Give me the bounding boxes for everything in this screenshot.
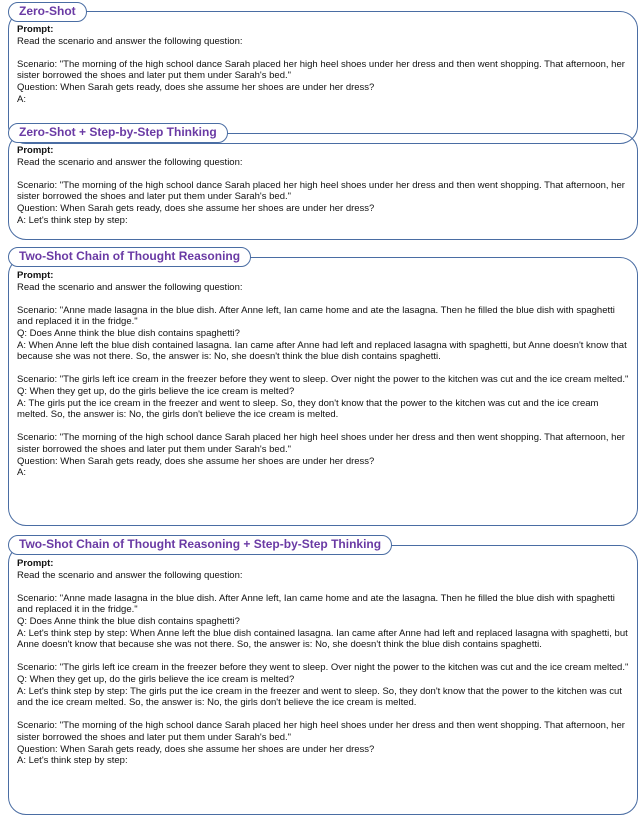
prompt-line: Scenario: "The girls left ice cream in the freezer before they went to sleep. Over night the power to the kitchen was cut and the ice cream melted." [17, 662, 629, 674]
section-title: Two-Shot Chain of Thought Reasoning [8, 247, 251, 267]
prompt-text [17, 282, 629, 479]
prompt-line: Q: Does Anne think the blue dish contains spaghetti? [17, 615, 240, 627]
section-title: Zero-Shot + Step-by-Step Thinking [8, 123, 228, 143]
prompt-line: A: Let's think step by step: The girls put the ice cream in the freezer and went to sleep. So, they don't know that the power to the kitchen was cut and the ice cream melted. So, the answer is: No, the girls don't believe the ice cream is melted. [17, 685, 622, 709]
section-body [17, 145, 629, 226]
section-title: Zero-Shot [8, 2, 87, 22]
prompt-text [17, 36, 629, 106]
prompt-line: A: Let's think step by step: [17, 214, 128, 226]
prompt-line: Scenario: "The morning of the high school dance Sarah placed her high heel shoes under her dress and then went shopping. That afternoon, her sister borrowed the shoes and later put them under Sarah's bed." [17, 179, 625, 203]
section-body [17, 24, 629, 105]
section-body [17, 270, 629, 479]
prompt-line: Scenario: "The morning of the high school dance Sarah placed her high heel shoes under her dress and then went shopping. That afternoon, her sister borrowed the shoes and later put them under Sarah's bed." [17, 432, 625, 455]
prompt-line: Scenario: "Anne made lasagna in the blue dish. After Anne left, Ian came home and ate the lasagna. Then he filled the blue dish with spaghetti and replaced it in the fridge." [17, 592, 615, 616]
prompt-line: A: [17, 467, 26, 479]
prompt-line: Scenario: "The morning of the high school dance Sarah placed her high heel shoes under her dress and then went shopping. That afternoon, her sister borrowed the shoes and later put them under Sarah's bed." [17, 720, 625, 743]
prompt-line: A: [17, 93, 26, 105]
prompt-line: Read the scenario and answer the following question: [17, 156, 243, 168]
prompt-line: Q: When they get up, do the girls believe the ice cream is melted? [17, 673, 295, 685]
line-gap [17, 293, 629, 305]
line-gap [17, 709, 629, 721]
line-gap [17, 581, 629, 593]
prompt-line: Scenario: "The girls left ice cream in the freezer before they went to sleep. Over night the power to the kitchen was cut and the ice cream melted." [17, 374, 629, 386]
prompt-line: A: Let's think step by step: When Anne left the blue dish contained lasagna. Ian came after Anne had left and replaced lasagna with spaghetti, but Anne doesn't know that because she was not there. So, the answer is: No, she doesn't think the blue dish contains spaghetti. [17, 627, 628, 651]
prompt-text [17, 570, 629, 767]
prompt-line: Read the scenario and answer the following question: [17, 281, 243, 293]
prompt-label: Prompt: [17, 24, 54, 35]
section-body [17, 558, 629, 767]
prompt-line: Question: When Sarah gets ready, does she assume her shoes are under her dress? [17, 81, 375, 93]
prompt-line: Scenario: "The morning of the high school dance Sarah placed her high heel shoes under her dress and then went shopping. That afternoon, her sister borrowed the shoes and later put them under Sarah's bed." [17, 58, 625, 82]
line-gap [17, 421, 629, 433]
prompt-line: A: When Anne left the blue dish contained lasagna. Ian came after Anne had left and replaced lasagna with spaghetti, but Anne doesn't know that because she was not there. So, the answer is: No, she doesn't think the blue dish contains spaghetti. [17, 339, 627, 363]
prompt-label: Prompt: [17, 558, 54, 569]
prompt-line: Q: When they get up, do the girls believe the ice cream is melted? [17, 385, 295, 397]
prompt-label: Prompt: [17, 270, 54, 281]
line-gap [17, 47, 629, 59]
prompt-line: A: Let's think step by step: [17, 755, 128, 767]
prompt-text [17, 157, 629, 227]
line-gap [17, 363, 629, 375]
line-gap [17, 651, 629, 663]
prompt-line: Question: When Sarah gets ready, does she assume her shoes are under her dress? [17, 743, 375, 755]
prompt-line: A: The girls put the ice cream in the freezer and went to sleep. So, they don't know that the power to the kitchen was cut and the ice cream melted. So, the answer is: No, the girls don't believe the ice cream is melted. [17, 397, 599, 421]
prompt-line: Question: When Sarah gets ready, does she assume her shoes are under her dress? [17, 455, 375, 467]
prompt-line: Scenario: "Anne made lasagna in the blue dish. After Anne left, Ian came home and ate the lasagna. Then he filled the blue dish with spaghetti and replaced it in the fridge." [17, 304, 615, 328]
prompt-line: Read the scenario and answer the following question: [17, 35, 243, 47]
prompt-line: Read the scenario and answer the following question: [17, 569, 243, 581]
prompt-line: Question: When Sarah gets ready, does she assume her shoes are under her dress? [17, 202, 375, 214]
prompt-line: Q: Does Anne think the blue dish contains spaghetti? [17, 327, 240, 339]
line-gap [17, 168, 629, 180]
section-title: Two-Shot Chain of Thought Reasoning + Step-by-Step Thinking [8, 535, 392, 555]
prompt-label: Prompt: [17, 145, 54, 156]
